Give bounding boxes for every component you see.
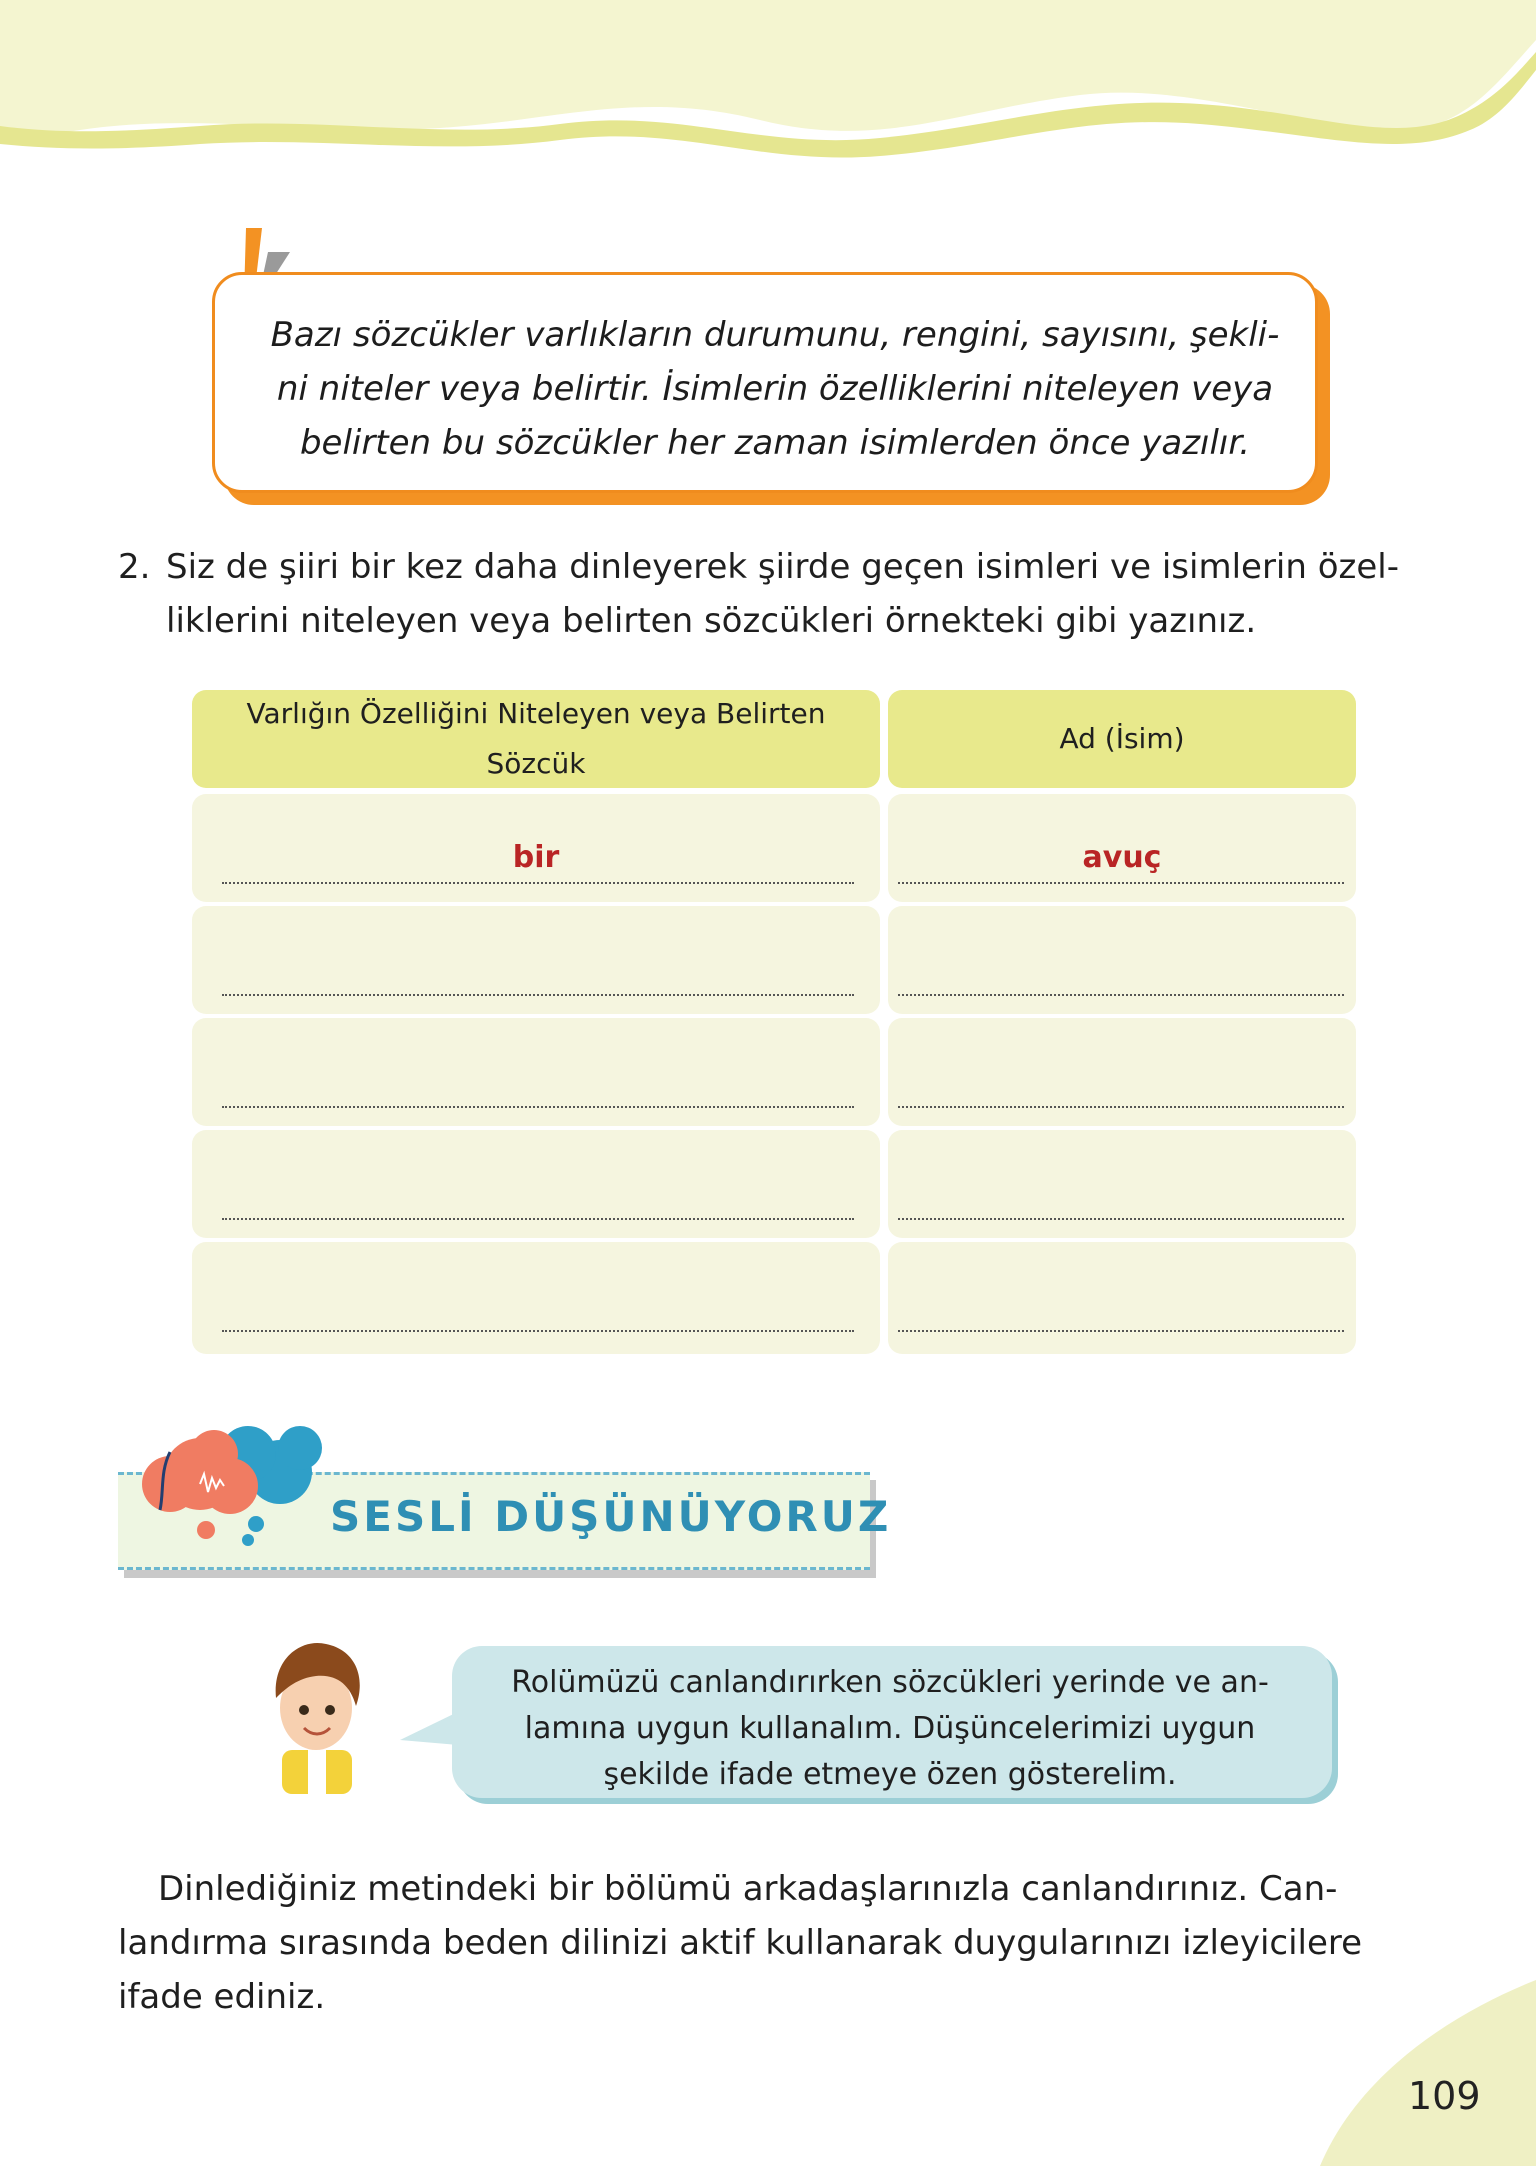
table-header-right-label: Ad (İsim) bbox=[1059, 722, 1185, 755]
page-number: 109 bbox=[1408, 2074, 1481, 2118]
table-header-left-line: Varlığın Özelliğini Niteleyen veya Belirten bbox=[246, 697, 826, 730]
speech-line: şekilde ifade etmeye özen gösterelim. bbox=[603, 1757, 1177, 1792]
example-noun: avuç bbox=[1082, 840, 1162, 875]
answer-line[interactable] bbox=[222, 1216, 854, 1220]
instruction-paragraph bbox=[118, 1862, 1428, 2024]
speech-bubble-text bbox=[470, 1660, 1310, 1798]
table-header-right bbox=[888, 690, 1356, 788]
table-header-left bbox=[192, 690, 880, 788]
speech-line: lamına uygun kullanalım. Düşüncelerimizi uygun bbox=[524, 1711, 1256, 1746]
answer-line[interactable] bbox=[898, 880, 1344, 884]
answer-line[interactable] bbox=[898, 1104, 1344, 1108]
answer-line[interactable] bbox=[898, 992, 1344, 996]
boy-character-illustration bbox=[252, 1628, 382, 1794]
table-cell-left bbox=[192, 1242, 880, 1354]
top-wave-decoration bbox=[0, 0, 1536, 160]
paragraph-line: Dinlediğiniz metindeki bir bölümü arkadaşlarınızla canlandırınız. Can- bbox=[158, 1869, 1338, 1909]
thinking-cloud-icon bbox=[130, 1412, 330, 1562]
table-cell-left bbox=[192, 1018, 880, 1126]
answer-line[interactable] bbox=[222, 992, 854, 996]
answer-line[interactable] bbox=[898, 1216, 1344, 1220]
example-adjective: bir bbox=[512, 840, 560, 875]
speech-line: Rolümüzü canlandırırken sözcükleri yerinde ve an- bbox=[511, 1665, 1269, 1700]
table-cell-right bbox=[888, 1242, 1356, 1354]
question-line: liklerini niteleyen veya belirten sözcükleri örnekteki gibi yazınız. bbox=[166, 601, 1257, 641]
table-cell-left bbox=[192, 906, 880, 1014]
answer-line[interactable] bbox=[222, 1328, 854, 1332]
paragraph-line: ifade ediniz. bbox=[118, 1977, 326, 2017]
paragraph-line: landırma sırasında beden dilinizi aktif kullanarak duygularınızı izleyicilere bbox=[118, 1923, 1363, 1963]
info-line: belirten bu sözcükler her zaman isimlerden önce yazılır. bbox=[299, 423, 1251, 463]
question-line: Siz de şiiri bir kez daha dinleyerek şiirde geçen isimleri ve isimlerin özel- bbox=[166, 547, 1400, 587]
answer-line[interactable] bbox=[222, 880, 854, 884]
banner-title: SESLİ DÜŞÜNÜYORUZ bbox=[330, 1492, 892, 1541]
info-line: Bazı sözcükler varlıkların durumunu, rengini, sayısını, şekli- bbox=[270, 315, 1280, 355]
question-text bbox=[166, 540, 1426, 648]
table-cell-right bbox=[888, 1130, 1356, 1238]
answer-line[interactable] bbox=[222, 1104, 854, 1108]
info-line: ni niteler veya belirtir. İsimlerin özelliklerini niteleyen veya bbox=[276, 369, 1274, 409]
question-number: 2. bbox=[118, 547, 151, 587]
table-cell-right bbox=[888, 906, 1356, 1014]
table-cell-left bbox=[192, 1130, 880, 1238]
table-header-left-line: Sözcük bbox=[486, 747, 586, 780]
info-box-text bbox=[250, 308, 1300, 470]
answer-line[interactable] bbox=[898, 1328, 1344, 1332]
table-cell-right bbox=[888, 1018, 1356, 1126]
